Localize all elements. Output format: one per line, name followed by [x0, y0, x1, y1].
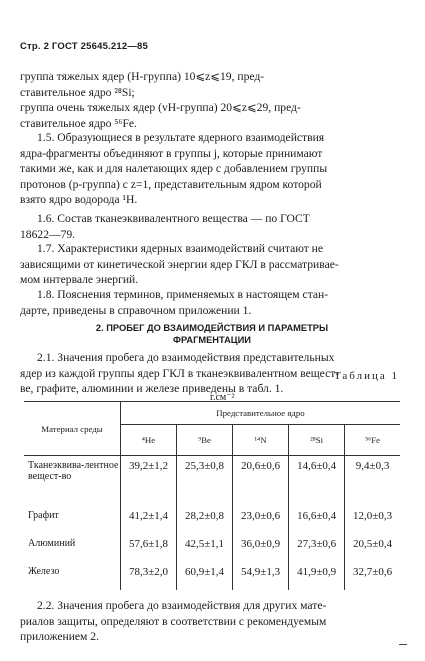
table-row — [24, 534, 400, 562]
text-line: такими же, как и для налетающих ядер с добавлением группы — [20, 162, 328, 176]
text-line: протонов (p-группа) с z=1, представительным ядром которой — [20, 177, 322, 191]
value-cell: 28,2±0,8 — [177, 506, 233, 534]
text-segment: 1.8. Пояснения терминов, применяемых в настоящем стан- — [37, 288, 329, 301]
value-cell: 41,2±1,4 — [121, 506, 177, 534]
value-cell: 60,9±1,4 — [177, 562, 233, 590]
value-cell: 25,3±0,8 — [177, 456, 233, 507]
text-line: риалов защиты, определяют в соответствии с рекомендуемым — [20, 614, 327, 628]
paragraph-1-6 — [20, 211, 404, 242]
paragraph-2-2 — [20, 598, 404, 645]
text-line: ставительное ядро ⁵⁶Fe. — [20, 116, 137, 130]
text-line: зависящими от кинетической энергии ядер ГКЛ в рассматривае- — [20, 257, 339, 271]
value-cell: 9,4±0,3 — [345, 456, 400, 507]
text-segment: 2.2. Значения пробега до взаимодействия для других мате- — [37, 599, 327, 612]
paragraph-vh-group — [20, 100, 404, 131]
material-cell: Тканеэквива-лентное вещест-во — [28, 460, 119, 482]
text-line — [20, 598, 404, 614]
text-line: взято ядро водорода ¹H. — [20, 193, 138, 207]
text-segment: 1.7. Характеристики ядерных взаимодействий считают не — [37, 242, 324, 255]
range-table — [24, 401, 400, 590]
text-line: группа очень тяжелых ядер (vH-группа) 20⩽z⩽29, пред- — [20, 101, 301, 114]
text-line — [20, 241, 404, 257]
material-cell: Графит — [28, 510, 59, 521]
header-nucleus: ⁹Be — [177, 425, 233, 456]
value-cell: 20,6±0,6 — [233, 456, 289, 507]
value-cell: 57,6±1,8 — [121, 534, 177, 562]
paragraph-1-7 — [20, 241, 404, 288]
paragraph-h-group — [20, 69, 404, 100]
value-cell: 78,3±2,0 — [121, 562, 177, 590]
header-nucleus: ⁴He — [121, 425, 177, 456]
value-cell: 32,7±0,6 — [345, 562, 400, 590]
text-segment: 2.1. Значения пробега до взаимодействия представительных — [37, 351, 335, 364]
value-cell: 23,0±0,6 — [233, 506, 289, 534]
text-line — [20, 287, 404, 303]
value-cell: 14,6±0,4 — [289, 456, 345, 507]
text-line: мом интервале энергий. — [20, 273, 139, 287]
section-title-line: 2. ПРОБЕГ ДО ВЗАИМОДЕЙСТВИЯ И ПАРАМЕТРЫ — [95, 323, 329, 333]
text-line — [20, 130, 404, 146]
text-line — [20, 350, 404, 366]
table-row — [24, 506, 400, 534]
header-material: Материал среды — [24, 402, 121, 456]
table-header-row — [24, 402, 400, 425]
footer-divider — [399, 644, 407, 645]
header-group: Представительное ядро — [121, 402, 401, 425]
section-title — [20, 322, 404, 346]
page-header: Стр. 2 ГОСТ 25645.212—85 — [20, 41, 149, 52]
value-cell: 54,9±1,3 — [233, 562, 289, 590]
text-segment: 1.5. Образующиеся в результате ядерного взаимодействия — [37, 131, 325, 144]
value-cell: 20,5±0,4 — [345, 534, 400, 562]
text-line: ве, графите, алюминии и железе приведены в табл. 1. — [20, 382, 284, 396]
section-title-line: ФРАГМЕНТАЦИИ — [173, 335, 251, 345]
value-cell: 39,2±1,2 — [121, 456, 177, 507]
header-nucleus: ¹⁴N — [233, 425, 289, 456]
text-line: ядра-фрагменты объединяют в группы j, которые принимают — [20, 146, 323, 160]
text-line: приложением 2. — [20, 630, 99, 644]
paragraph-1-5 — [20, 130, 404, 208]
value-cell: 42,5±1,1 — [177, 534, 233, 562]
value-cell: 41,9±0,9 — [289, 562, 345, 590]
paragraph-1-8 — [20, 287, 404, 318]
text-line — [20, 211, 404, 227]
header-nucleus: ⁵⁶Fe — [345, 425, 400, 456]
material-cell: Железо — [28, 566, 60, 577]
value-cell: 16,6±0,4 — [289, 506, 345, 534]
text-line: дарте, приведены в справочном приложении 1. — [20, 303, 252, 317]
value-cell: 36,0±0,9 — [233, 534, 289, 562]
table-row — [24, 562, 400, 590]
value-cell: 27,3±0,6 — [289, 534, 345, 562]
text-line: 18622—79. — [20, 227, 76, 241]
table-label: Таблица 1 — [333, 370, 399, 382]
header-nucleus: ²⁸Si — [289, 425, 345, 456]
text-line: ставительное ядро ²⁸Si; — [20, 85, 135, 99]
table-row — [24, 456, 400, 507]
material-cell: Алюминий — [28, 538, 76, 549]
value-cell: 12,0±0,3 — [345, 506, 400, 534]
text-segment: 1.6. Состав тканеэквивалентного вещества — по ГОСТ — [37, 212, 310, 225]
text-line: группа тяжелых ядер (H-группа) 10⩽z⩽19, пред- — [20, 70, 265, 83]
text-line: ядер из каждой группы ядер ГКЛ в тканеэквивалентном вещест- — [20, 366, 340, 380]
table-unit: г.см⁻² — [210, 392, 235, 403]
